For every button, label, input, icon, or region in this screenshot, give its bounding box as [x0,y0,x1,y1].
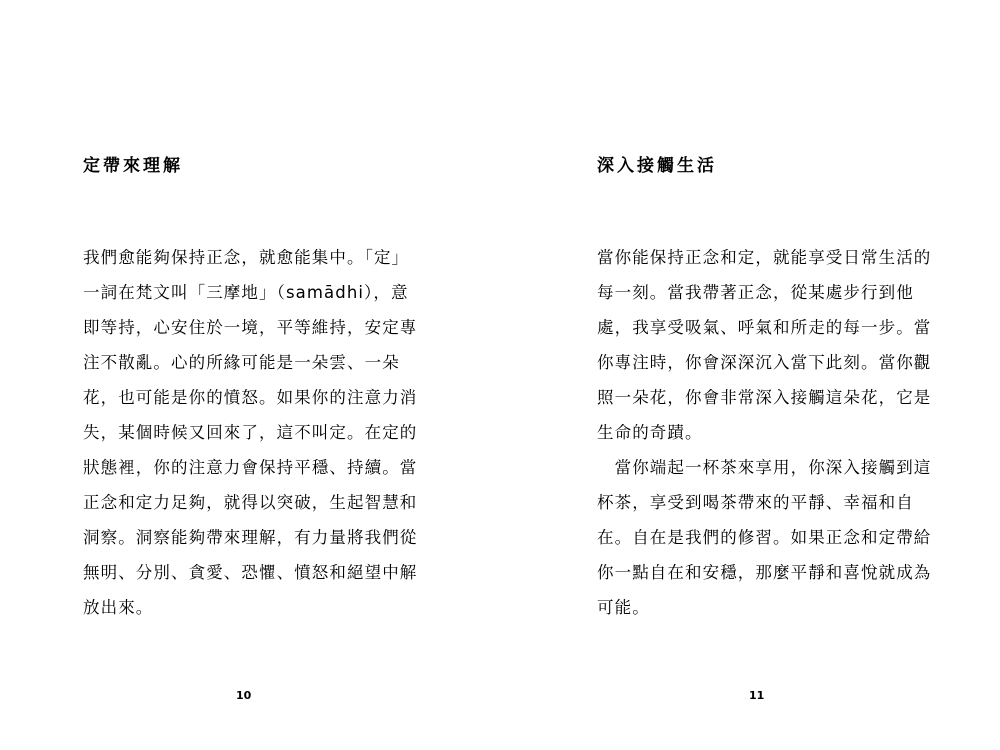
text-line: 你一點自在和安穩，那麼平靜和喜悅就成為 [597,563,932,582]
text-line: 當你端起一杯茶來享用，你深入接觸到這 [597,458,932,477]
page-number: 11 [749,689,765,702]
chapter-title: 定帶來理解 [83,156,183,176]
text-line: 我們愈能夠保持正念，就愈能集中。「定」 [83,248,410,267]
text-line: 放出來。 [83,598,154,617]
body-text [83,240,418,625]
text-line: 洞察。洞察能夠帶來理解，有力量將我們從 [83,528,418,547]
text-line: 狀態裡，你的注意力會保持平穩、持續。當 [83,458,418,477]
text-line: 正念和定力足夠，就得以突破，生起智慧和 [83,493,418,512]
text-line: 每一刻。當我帶著正念，從某處步行到他 [597,283,914,302]
text-line: 照一朵花，你會非常深入接觸這朵花，它是 [597,388,932,407]
text-line: 一詞在梵文叫「三摩地」（samādhi），意 [83,283,409,302]
text-line: 杯茶，享受到喝茶帶來的平靜、幸福和自 [597,493,914,512]
body-text [597,240,932,625]
text-line: 花，也可能是你的憤怒。如果你的注意力消 [83,388,418,407]
right-page [500,0,1000,750]
text-line: 可能。 [597,598,650,617]
text-line: 在。自在是我們的修習。如果正念和定帶給 [597,528,932,547]
text-line: 當你能保持正念和定，就能享受日常生活的 [597,248,932,267]
page-number: 10 [236,689,252,702]
text-line: 失，某個時候又回來了，這不叫定。在定的 [83,423,418,442]
chapter-title: 深入接觸生活 [597,156,717,176]
text-line: 你專注時，你會深深沉入當下此刻。當你觀 [597,353,932,372]
text-line: 注不散亂。心的所緣可能是一朵雲、一朵 [83,353,400,372]
text-line: 無明、分別、貪愛、恐懼、憤怒和絕望中解 [83,563,418,582]
text-line: 即等持，心安住於一境，平等維持，安定專 [83,318,418,337]
text-line: 生命的奇蹟。 [597,423,703,442]
text-line: 處，我享受吸氣、呼氣和所走的每一步。當 [597,318,932,337]
